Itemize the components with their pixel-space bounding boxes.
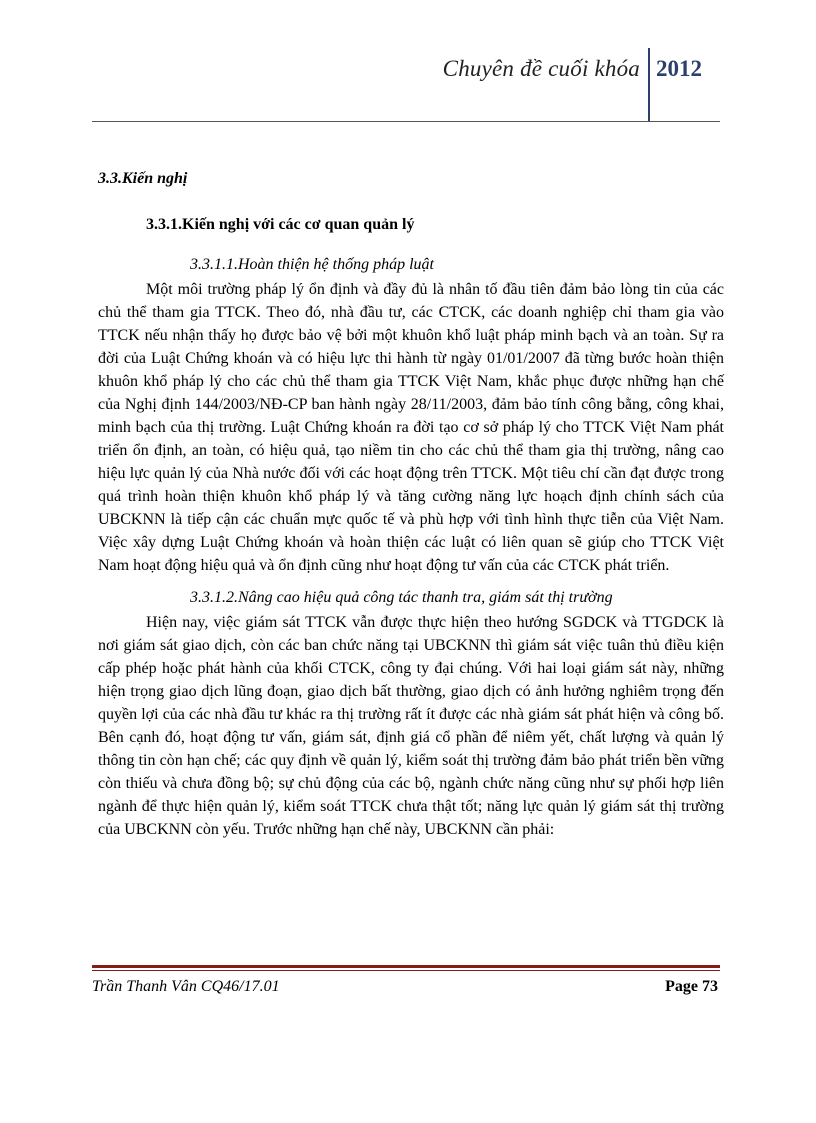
subsubsection-heading-1: 3.3.1.1.Hoàn thiện hệ thống pháp luật	[190, 256, 434, 273]
footer-author: Trần Thanh Vân CQ46/17.01	[92, 978, 280, 995]
paragraph-1: Một môi trường pháp lý ổn định và đầy đủ là nhân tố đầu tiên đảm bảo lòng tin của các chủ thể tham gia TTCK. Theo đó, nhà đầu tư, các CTCK, các doanh nghiệp chỉ tham gia vào TTCK nếu nhận thấy họ được bảo vệ bởi một khuôn khổ luật pháp minh bạch và an toàn. Sự ra đời của Luật Chứng khoán và có hiệu lực thi hành từ ngày 01/01/2007 đã từng bước hoàn thiện khuôn khổ pháp lý cho các chủ thể tham gia TTCK Việt Nam, khắc phục được những hạn chế của Nghị định 144/2003/NĐ-CP ban hành ngày 28/11/2003, đảm bảo tính công bằng, công khai, minh bạch của thị trường. Luật Chứng khoán ra đời tạo cơ sở pháp lý cho TTCK Việt Nam phát triển ổn định, an toàn, có hiệu quả, tạo niềm tin cho các chủ thể tham gia thị trường, nâng cao hiệu lực quản lý của Nhà nước đối với các hoạt động trên TTCK. Một tiêu chí cần đạt được trong quá trình hoàn thiện khuôn khổ pháp lý và tăng cường năng lực hoạch định chính sách của UBCKNN là tiếp cận các chuẩn mực quốc tế và phù hợp với tình hình thực tiễn của Việt Nam. Việc xây dựng Luật Chứng khoán và hoàn thiện các luật có liên quan sẽ giúp cho TTCK Việt Nam hoạt động hiệu quả và ổn định cũng như hoạt động tư vấn của các CTCK phát triển.	[98, 281, 724, 574]
section-heading: 3.3.Kiến nghị	[98, 170, 188, 187]
header-title: Chuyên đề cuối khóa	[442, 56, 640, 81]
footer-rule-thick	[92, 965, 720, 968]
document-body	[98, 170, 724, 841]
page-number: Page 73	[665, 978, 718, 995]
header-rule	[92, 121, 720, 122]
subsubsection-heading-2: 3.3.1.2.Nâng cao hiệu quả công tác thanh tra, giám sát thị trường	[190, 589, 613, 606]
page-header	[0, 0, 816, 130]
header-year: 2012	[656, 56, 702, 81]
subsection-heading: 3.3.1.Kiến nghị với các cơ quan quản lý	[146, 216, 415, 233]
footer-rule-thin	[92, 970, 720, 971]
header-divider	[648, 48, 650, 122]
paragraph-2: Hiện nay, việc giám sát TTCK vẫn được thực hiện theo hướng SGDCK và TTGDCK là nơi giám sát giao dịch, còn các ban chức năng tại UBCKNN thì giám sát việc tuân thủ điều kiện cấp phép hoặc phát hành của khối CTCK, công ty đại chúng. Với hai loại giám sát này, những hiện trọng giao dịch lũng đoạn, giao dịch bất thường, giao dịch có ảnh hưởng nghiêm trọng đến quyền lợi của các nhà đầu tư khác ra thị trường rất ít được các nhà giám sát phát hiện và công bố. Bên cạnh đó, hoạt động tư vấn, giám sát, định giá cổ phần để niêm yết, chất lượng và quản lý thông tin còn hạn chế; các quy định về quản lý, kiểm soát thị trường đảm bảo phát triển bền vững còn thiếu và chưa đồng bộ; sự chủ động của các bộ, ngành chức năng cũng như sự phối hợp liên ngành để thực hiện quản lý, kiểm soát TTCK chưa thật tốt; năng lực quản lý giám sát thị trường của UBCKNN còn yếu. Trước những hạn chế này, UBCKNN cần phải:	[98, 614, 724, 838]
